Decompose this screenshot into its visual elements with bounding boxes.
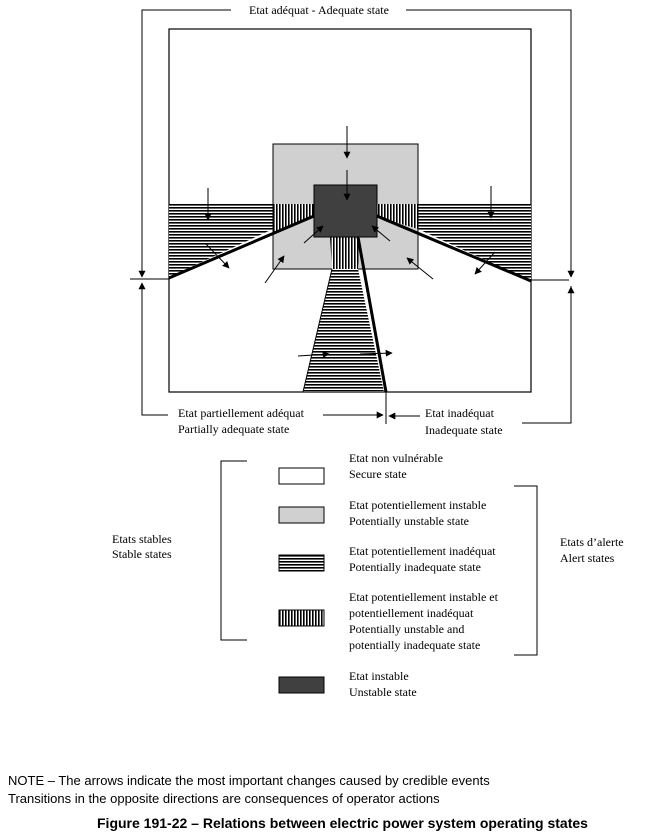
partially-adequate-bracket [142,284,168,415]
legend-label: Potentially inadequate state [349,560,481,574]
legend-label: Etat potentiellement instable [349,498,487,512]
legend-label: Etat non vulnérable [349,451,443,465]
legend-swatch-unstable-and-inadequate [279,610,324,626]
legend-label: Etat potentiellement instable et [349,590,498,604]
note-line-2: Transitions in the opposite directions are consequences of operator actions [8,791,440,806]
legend-label: Etat potentiellement inadéquat [349,544,496,558]
inadequate-label-en: Inadequate state [425,423,503,437]
alert-states-label-fr: Etats d’alerte [560,535,624,549]
legend-label: potentially inadequate state [349,638,481,652]
legend-label: potentiellement inadéquat [349,606,474,620]
legend-label: Potentially unstable and [349,622,465,636]
legend-swatch-potentially-inadequate [279,555,324,571]
legend-swatch-potentially-unstable [279,507,324,523]
unstable-inadequate-center [330,237,360,269]
legend-swatch-unstable [279,677,324,693]
legend-label: Potentially unstable state [349,514,469,528]
stable-states-label-en: Stable states [112,547,172,561]
unstable-core [314,185,377,237]
legend-label: Unstable state [349,685,417,699]
stable-states-bracket [221,461,247,640]
alert-states-bracket [514,486,537,655]
legend-swatch-secure [279,468,324,484]
partially-adequate-label-fr: Etat partiellement adéquat [178,406,304,420]
inadequate-label-fr: Etat inadéquat [425,406,494,420]
legend-label: Secure state [349,467,407,481]
note-line-1: NOTE – The arrows indicate the most important changes caused by credible events [8,773,490,788]
alert-states-label-en: Alert states [560,551,615,565]
adequate-state-label: Etat adéquat - Adequate state [249,3,389,17]
stable-states-label-fr: Etats stables [112,532,172,546]
legend-label: Etat instable [349,669,409,683]
partially-adequate-label-en: Partially adequate state [178,422,290,436]
figure-caption: Figure 191-22 – Relations between electric power system operating states [97,815,588,831]
